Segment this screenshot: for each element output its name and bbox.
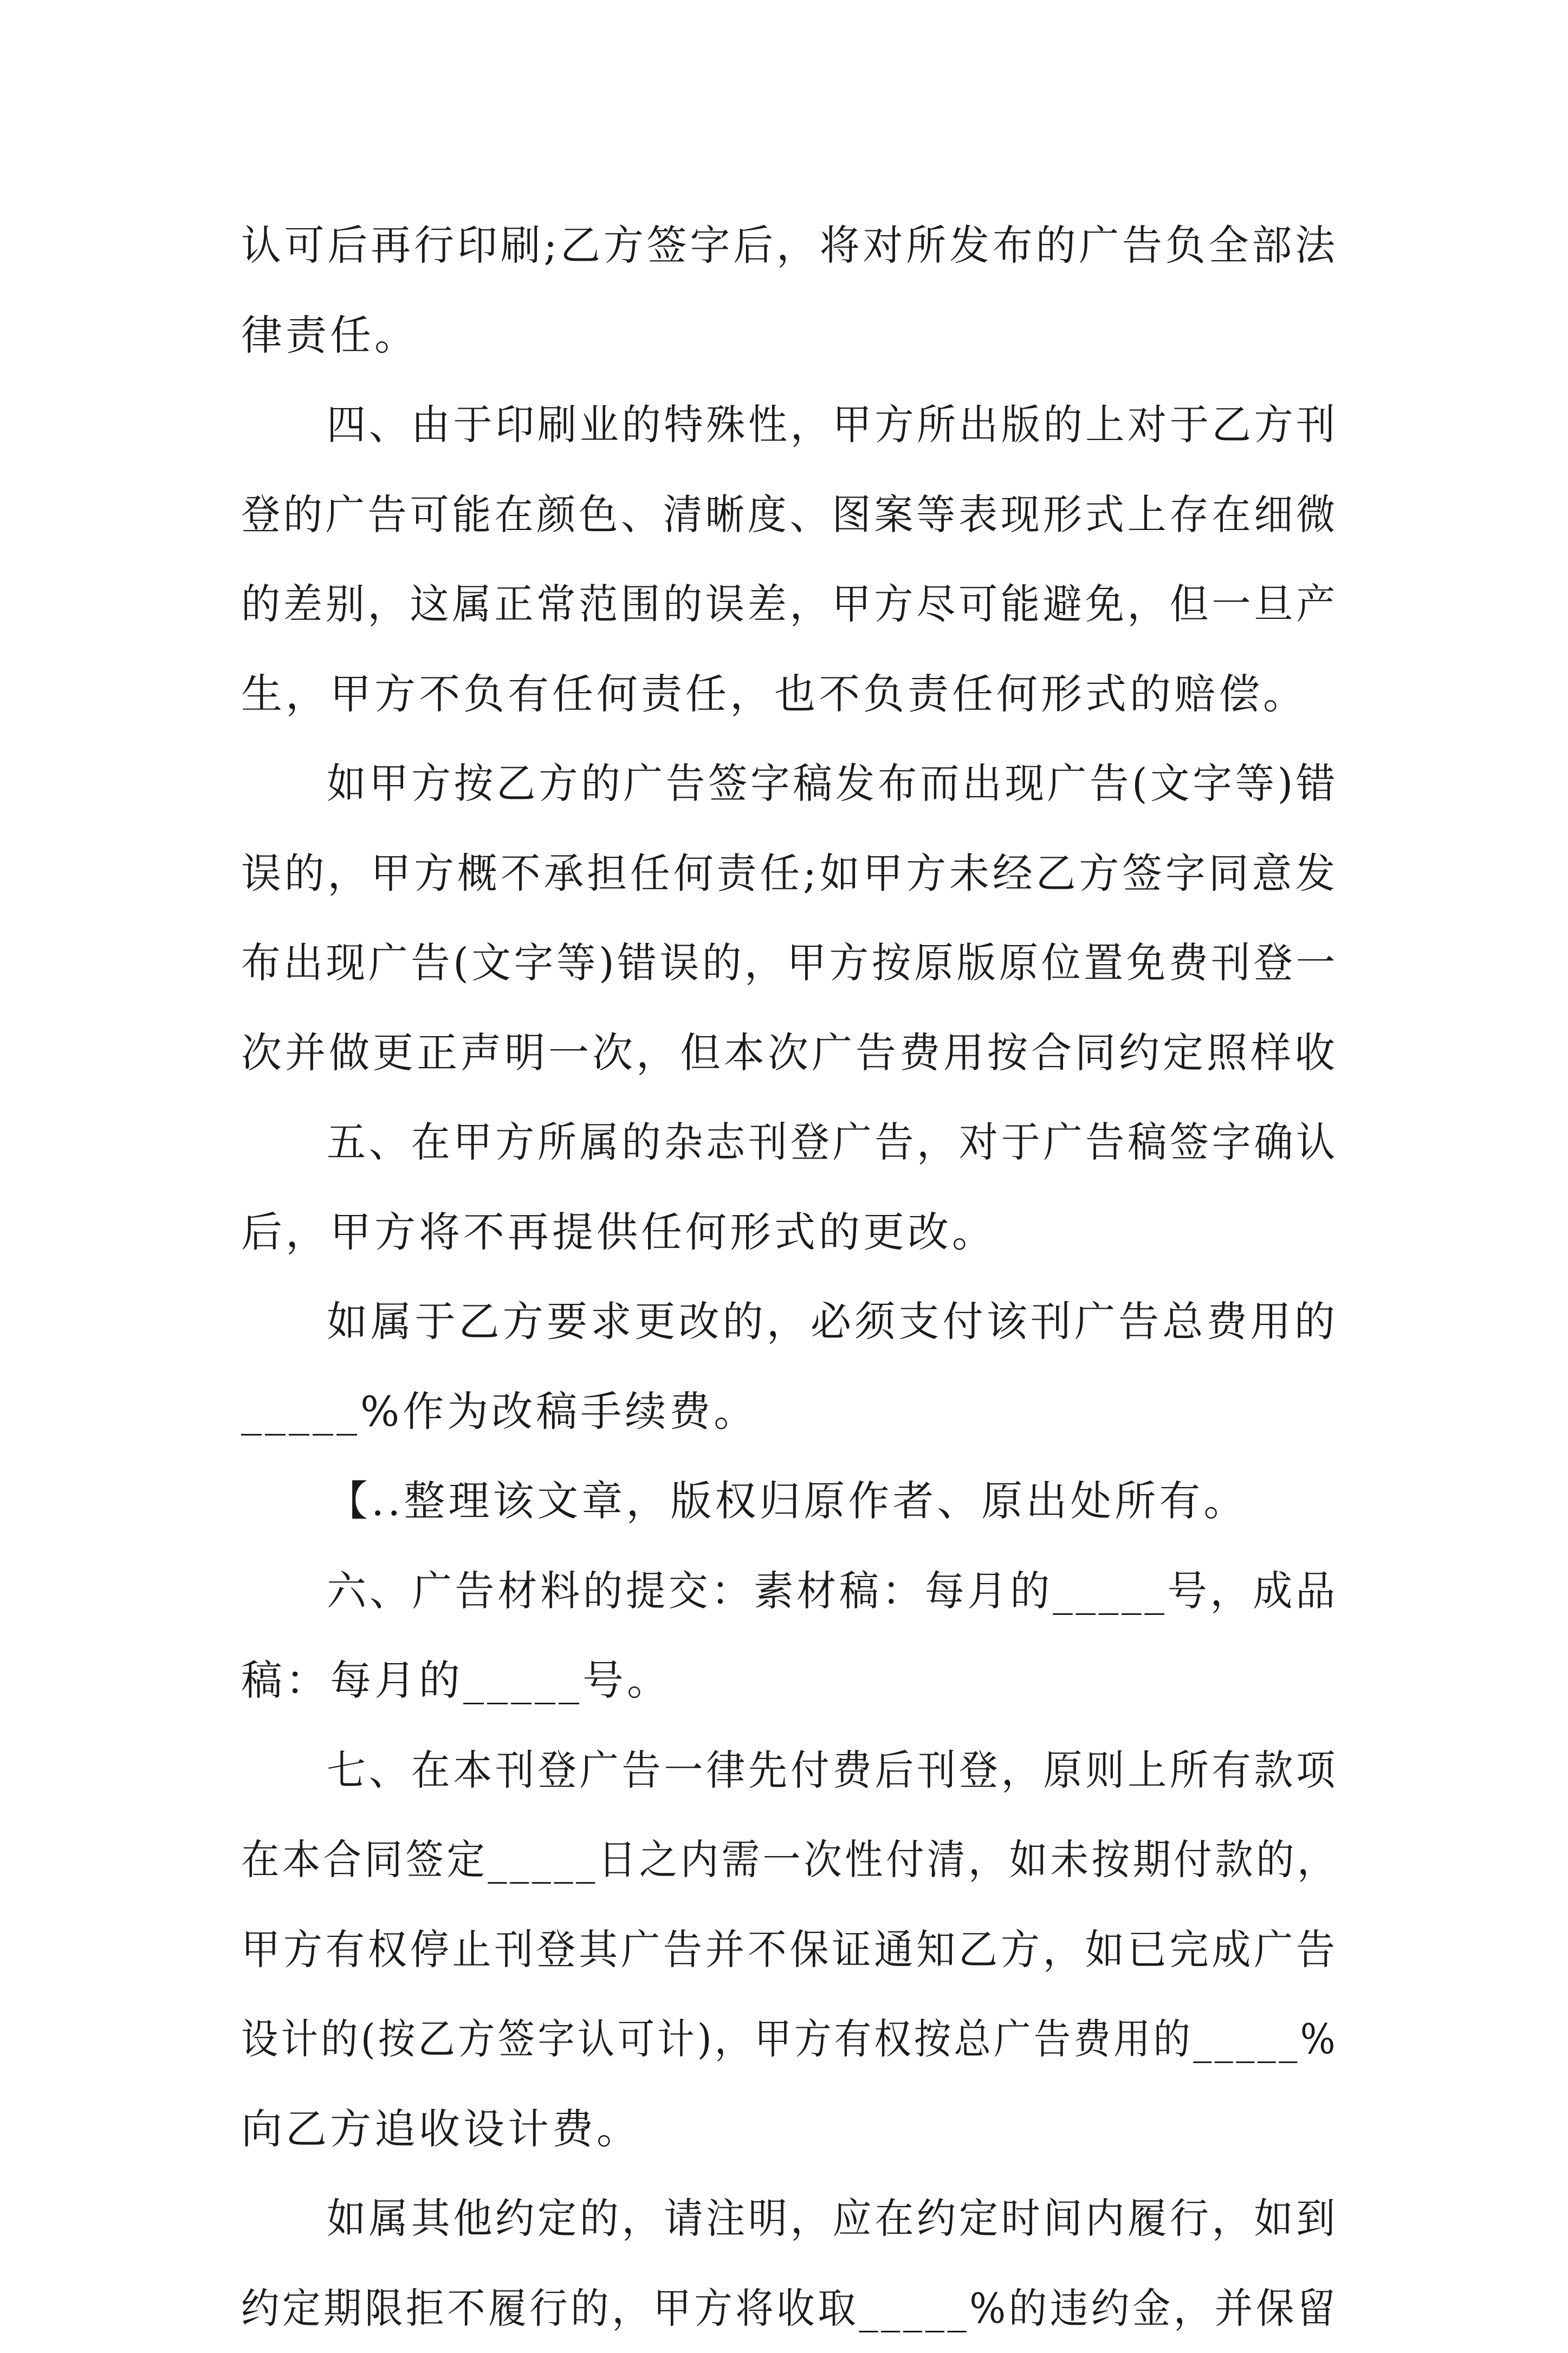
text-line: 设计的(按乙方签字认可计)，甲方有权按总广告费用的_____% bbox=[241, 1994, 1338, 2084]
text-line: 在本合同签定_____日之内需一次性付清，如未按期付款的， bbox=[241, 1815, 1338, 1905]
text-line: 甲方有权停止刊登其广告并不保证通知乙方，如已完成广告 bbox=[241, 1905, 1338, 1995]
text-line: 如甲方按乙方的广告签字稿发布而出现广告(文字等)错 bbox=[241, 739, 1338, 829]
text-line: 认可后再行印刷;乙方签字后，将对所发布的广告负全部法 bbox=[241, 201, 1338, 290]
text-line: 如属其他约定的，请注明，应在约定时间内履行，如到 bbox=[241, 2174, 1338, 2264]
text-line: 向乙方追收设计费。 bbox=[241, 2084, 1338, 2174]
text-line: 后，甲方将不再提供任何形式的更改。 bbox=[241, 1187, 1338, 1277]
text-line: 如属于乙方要求更改的，必须支付该刊广告总费用的 bbox=[241, 1277, 1338, 1367]
text-line: 生，甲方不负有任何责任，也不负责任何形式的赔偿。 bbox=[241, 649, 1338, 739]
text-line: 误的，甲方概不承担任何责任;如甲方未经乙方签字同意发 bbox=[241, 829, 1338, 919]
text-line: 登的广告可能在颜色、清晰度、图案等表现形式上存在细微 bbox=[241, 470, 1338, 560]
text-line: 七、在本刊登广告一律先付费后刊登，原则上所有款项 bbox=[241, 1725, 1338, 1815]
text-line: 【..整理该文章，版权归原作者、原出处所有。 bbox=[241, 1456, 1338, 1546]
text-line: 布出现广告(文字等)错误的，甲方按原版原位置免费刊登一 bbox=[241, 918, 1338, 1008]
text-line: 的差别，这属正常范围的误差，甲方尽可能避免，但一旦产 bbox=[241, 559, 1338, 649]
text-line: 五、在甲方所属的杂志刊登广告，对于广告稿签字确认 bbox=[241, 1097, 1338, 1187]
text-line: 四、由于印刷业的特殊性，甲方所出版的上对于乙方刊 bbox=[241, 380, 1338, 470]
text-line: 律责任。 bbox=[241, 290, 1338, 380]
contract-text-body bbox=[241, 201, 1338, 2353]
text-line: 次并做更正声明一次，但本次广告费用按合同约定照样收 bbox=[241, 1008, 1338, 1098]
text-line: 约定期限拒不履行的，甲方将收取_____%的违约金，并保留 bbox=[241, 2264, 1338, 2353]
text-line: _____%作为改稿手续费。 bbox=[241, 1367, 1338, 1457]
text-line: 六、广告材料的提交：素材稿：每月的_____号，成品 bbox=[241, 1546, 1338, 1636]
text-line: 稿：每月的_____号。 bbox=[241, 1636, 1338, 1725]
